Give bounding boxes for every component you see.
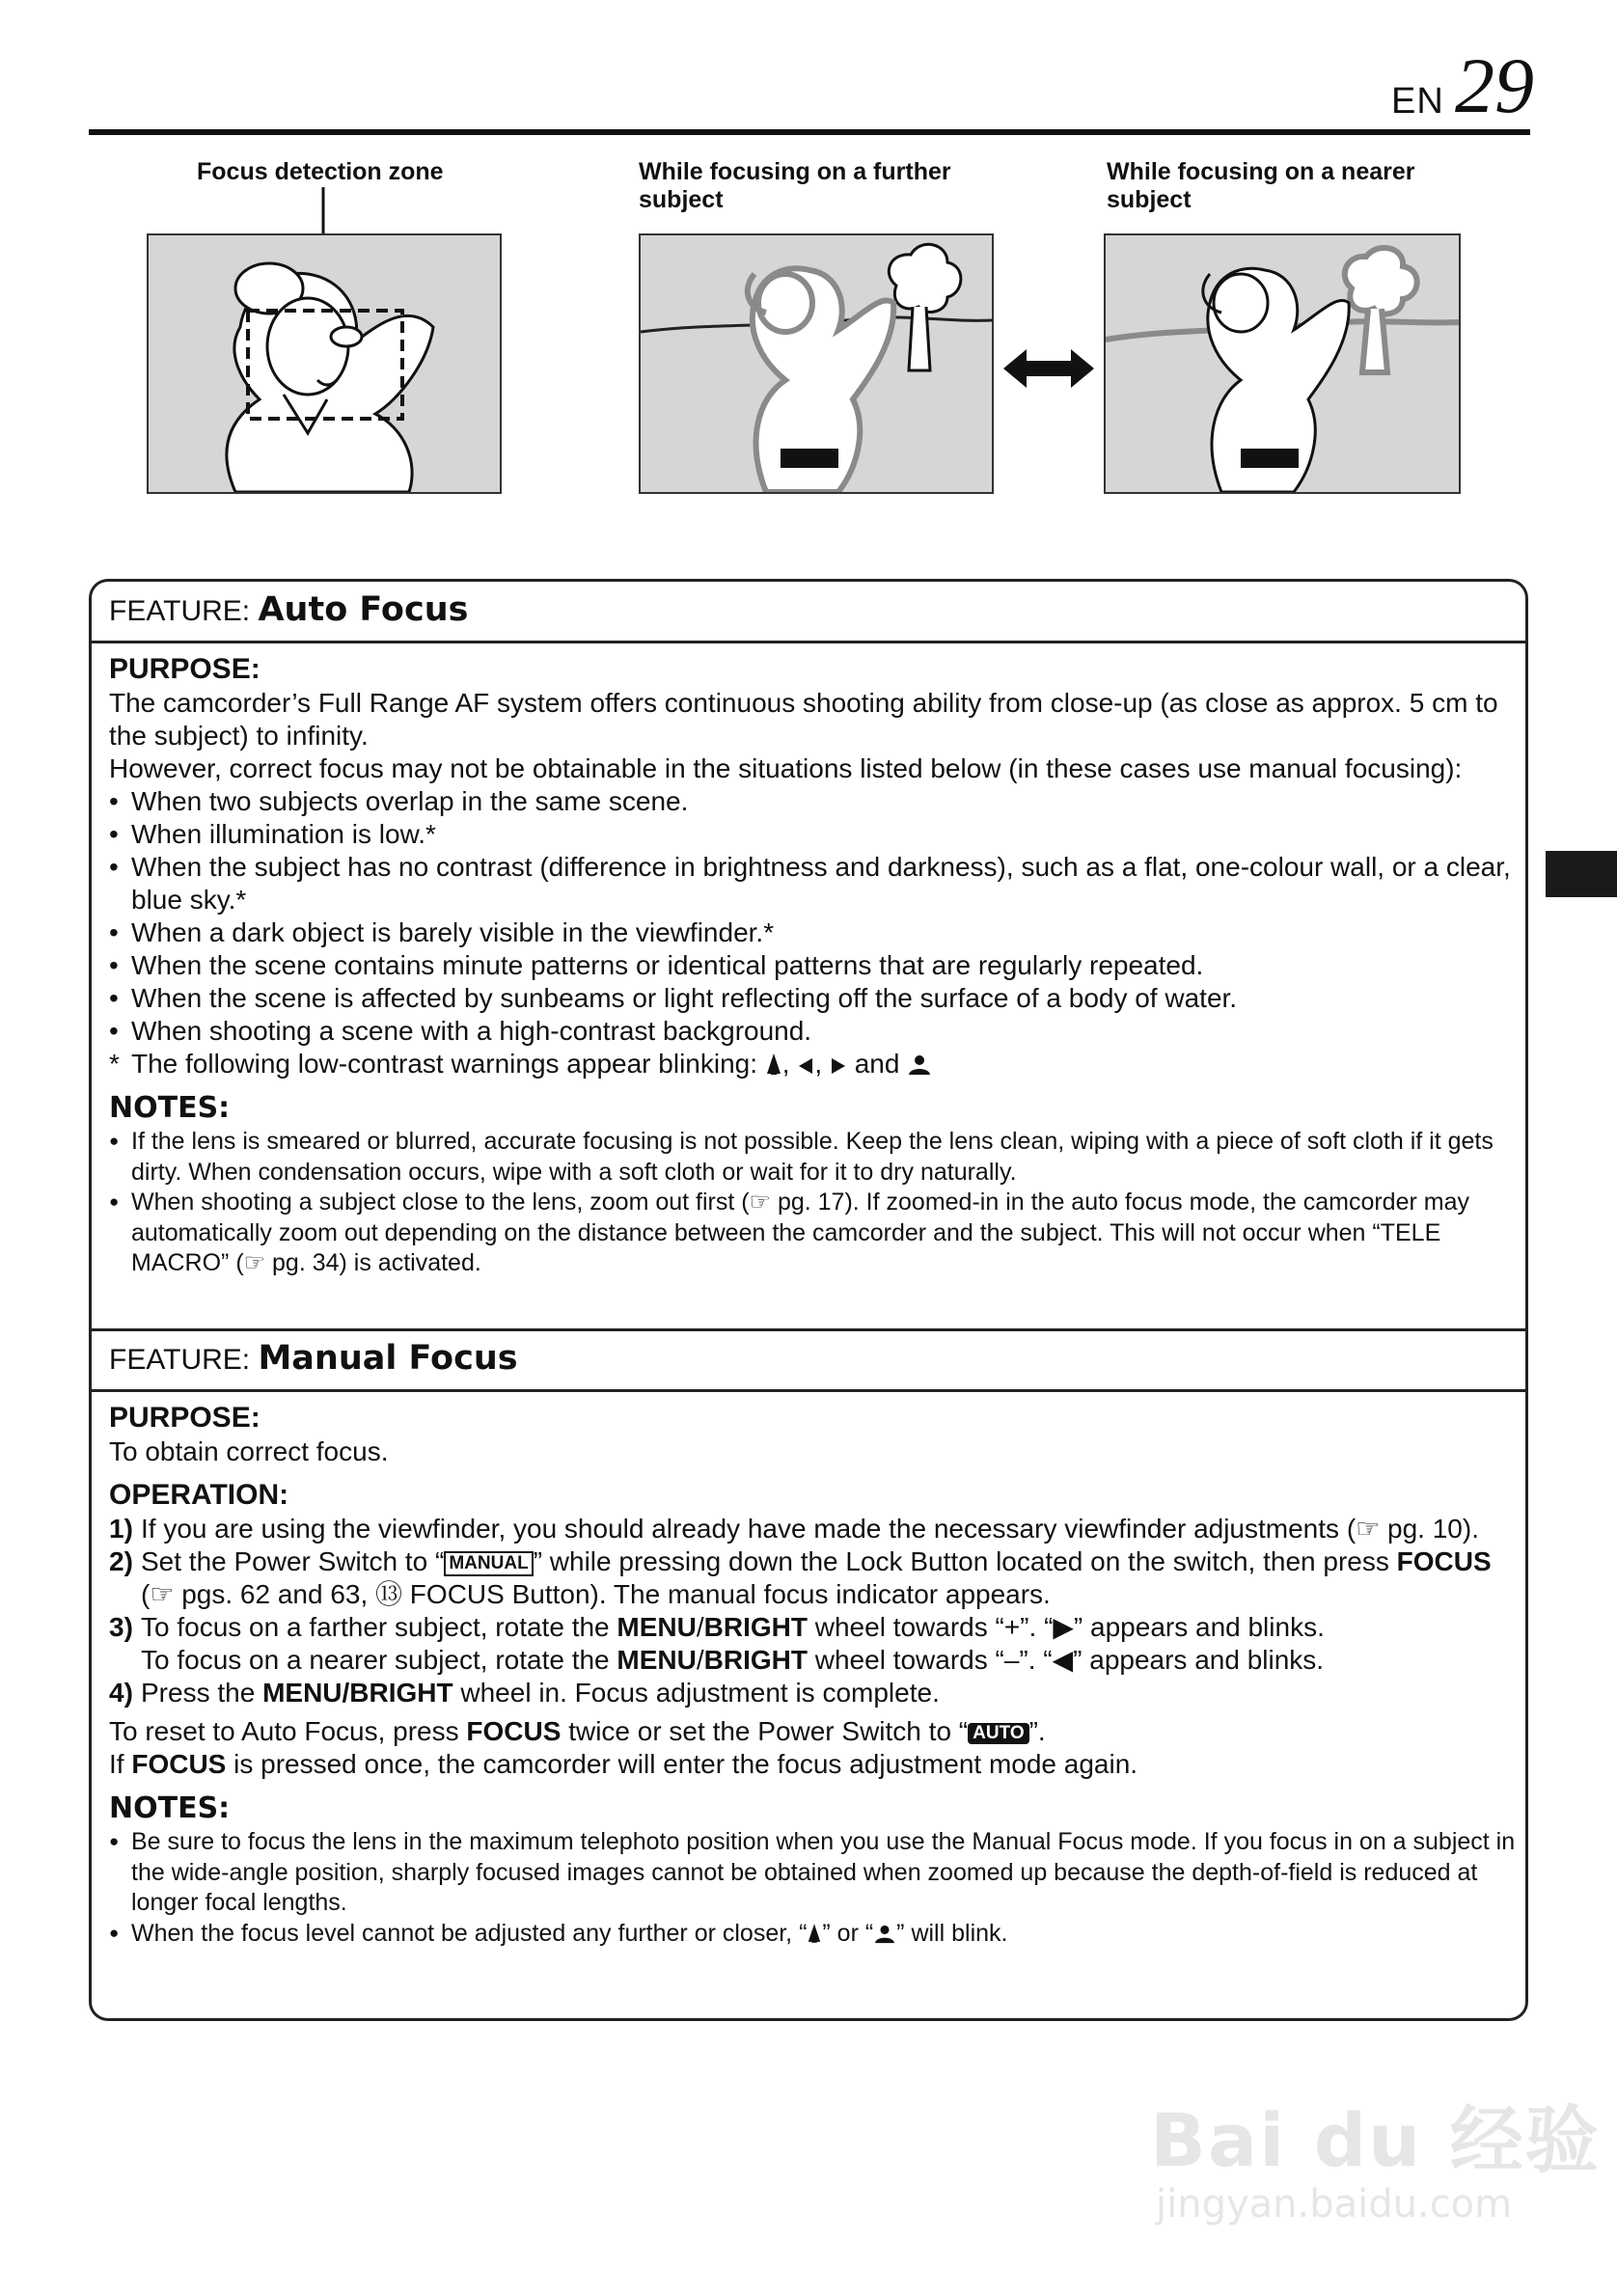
menu-label: MENU <box>617 1645 697 1675</box>
step-text: To focus on a farther subject, rotate the <box>141 1612 610 1642</box>
reset-text-part: To reset to Auto Focus, press <box>109 1716 459 1746</box>
step-number: 2) <box>109 1546 133 1576</box>
step-item <box>109 1611 1521 1677</box>
note-item: ● If the lens is smeared or blurred, accurate focusing is not possible. Keep the lens clean, wiping with a piece of soft cloth if it gets dirty. When condensation occurs, wipe with a soft cloth or wait for it to dry naturally. <box>109 1127 1521 1188</box>
step-text: To focus on a nearer subject, rotate the <box>141 1645 610 1675</box>
watermark-url: jingyan.baidu.com <box>1156 2182 1513 2227</box>
notes-heading: NOTES: <box>109 1791 231 1825</box>
focus-button-label: FOCUS <box>1396 1546 1492 1576</box>
manual-mode-badge: MANUAL <box>444 1551 533 1576</box>
note-item: ● Be sure to focus the lens in the maximum telephoto position when you use the Manual Focus mode. If you focus in on a subject in the wide-angle position, sharply focused images cannot be obtained when zoomed up because the depth-of-field is reduced at longer focal lengths. <box>109 1827 1521 1919</box>
step-text: wheel towards “+”. “▶” appears and blinks. <box>814 1612 1325 1642</box>
if-focus-text <box>109 1748 1521 1781</box>
page-language: EN <box>1391 81 1444 122</box>
auto-focus-content <box>109 646 1521 1279</box>
focus-indicator-icon <box>1241 449 1299 468</box>
note-text-part: When the focus level cannot be adjusted any further or closer, “ <box>131 1919 808 1947</box>
menu-bright-label: MENU/BRIGHT <box>262 1678 453 1708</box>
if-text-part: is pressed once, the camcorder will enter the focus adjustment mode again. <box>233 1749 1138 1779</box>
reset-text-part: ”. <box>1028 1716 1046 1746</box>
and-text: and <box>854 1049 900 1079</box>
tree-illustration <box>889 244 961 370</box>
list-item: • When the subject has no contrast (difference in brightness and darkness), such as a flat, one-colour wall, or a clear, blue sky.* <box>109 851 1521 916</box>
purpose-heading: PURPOSE: <box>109 653 260 685</box>
purpose-text-2: However, correct focus may not be obtainable in the situations listed below (in these cases use manual focusing): <box>109 753 1463 783</box>
step-text: (☞ pgs. 62 and 63, ⑬ FOCUS Button). The manual focus indicator appears. <box>141 1579 1051 1609</box>
footnote-text: The following low-contrast warnings appear blinking: <box>131 1049 758 1079</box>
step-item <box>109 1513 1521 1545</box>
tree-illustration <box>1345 248 1417 372</box>
notes-list <box>109 1827 1521 1949</box>
illustration-nearer-subject <box>1104 233 1461 494</box>
menu-label: MENU <box>617 1612 697 1642</box>
feature-auto-focus-title <box>109 590 468 631</box>
feature-rule <box>92 1389 1525 1392</box>
section-tab <box>1546 851 1617 897</box>
list-item: • When the scene is affected by sunbeams or light reflecting off the surface of a body of water. <box>109 982 1521 1015</box>
feature-label: FEATURE: <box>109 595 251 627</box>
step-number: 3) <box>109 1612 133 1642</box>
separator: , <box>814 1049 823 1079</box>
reset-text <box>109 1715 1521 1748</box>
step-text: Set the Power Switch to “ <box>141 1546 445 1576</box>
note-item <box>109 1919 1521 1950</box>
purpose-text-1: The camcorder’s Full Range AF system offers continuous shooting ability from close-up (as close as approx. 5 cm to the subject) to infinity. <box>109 688 1498 751</box>
near-subject-icon <box>907 1054 932 1076</box>
auto-mode-badge: AUTO <box>968 1723 1028 1744</box>
far-subject-icon <box>765 1052 782 1076</box>
operation-heading: OPERATION: <box>109 1479 289 1511</box>
caption-focus-zone: Focus detection zone <box>197 158 444 185</box>
reset-text-part: twice or set the Power Switch to “ <box>568 1716 969 1746</box>
right-triangle-icon <box>830 1056 847 1076</box>
note-text-part: ” will blink. <box>896 1919 1008 1947</box>
conditions-list <box>109 785 1521 1080</box>
slash: / <box>696 1612 704 1642</box>
double-arrow-icon <box>1003 347 1094 390</box>
focus-button-label: FOCUS <box>131 1749 227 1779</box>
feature-rule <box>92 641 1525 643</box>
page-number: 29 <box>1455 41 1534 129</box>
if-text-part: If <box>109 1749 124 1779</box>
near-subject-icon <box>873 1925 896 1944</box>
note-text-part: ” or “ <box>822 1919 874 1947</box>
slash: / <box>696 1645 704 1675</box>
step-text: wheel towards “–”. “◀” appears and blinks. <box>814 1645 1325 1675</box>
list-item: • When the scene contains minute patterns or identical patterns that are regularly repeated. <box>109 949 1521 982</box>
list-item: • When illumination is low.* <box>109 818 1521 851</box>
caption-further-subject: While focusing on a further subject <box>639 158 951 213</box>
focus-indicator-icon <box>781 449 838 468</box>
list-item: • When shooting a scene with a high-contrast background. <box>109 1015 1521 1048</box>
step-text: wheel in. Focus adjustment is complete. <box>460 1678 940 1708</box>
feature-name: Manual Focus <box>258 1339 518 1378</box>
note-item: ● When shooting a subject close to the lens, zoom out first (☞ pg. 17). If zoomed-in in the auto focus mode, the camcorder may automatically zoom out depending on the distance between the camcorder and the subject. This will not occur when “TELE MACRO” (☞ pg. 34) is activated. <box>109 1188 1521 1279</box>
purpose-heading: PURPOSE: <box>109 1402 260 1434</box>
operation-steps <box>109 1513 1521 1709</box>
step-text: ” while pressing down the Lock Button located on the switch, then press <box>533 1546 1389 1576</box>
notes-heading: NOTES: <box>109 1091 231 1125</box>
header-rule <box>89 129 1530 135</box>
step-text: Press the <box>141 1678 256 1708</box>
footnote <box>109 1048 1521 1080</box>
notes-list <box>109 1127 1521 1279</box>
illustration-further-subject <box>639 233 994 494</box>
far-subject-icon <box>807 1923 822 1944</box>
focus-button-label: FOCUS <box>466 1716 562 1746</box>
bright-label: BRIGHT <box>703 1612 808 1642</box>
purpose-text: To obtain correct focus. <box>109 1436 389 1466</box>
left-triangle-icon <box>797 1056 814 1076</box>
separator: , <box>781 1049 790 1079</box>
step-number: 4) <box>109 1678 133 1708</box>
list-item: • When a dark object is barely visible in the viewfinder.* <box>109 916 1521 949</box>
step-item <box>109 1677 1521 1709</box>
feature-manual-focus-title <box>109 1339 518 1380</box>
illustration-focus-zone <box>147 233 502 494</box>
watermark-logo: Bai du 经验 <box>1150 2097 1601 2183</box>
caption-nearer-subject: While focusing on a nearer subject <box>1107 158 1415 213</box>
step-item <box>109 1545 1521 1611</box>
feature-name: Auto Focus <box>258 590 469 629</box>
step-text: If you are using the viewfinder, you should already have made the necessary viewfinder adjustments (☞ pg. 10). <box>141 1514 1479 1544</box>
feature-label: FEATURE: <box>109 1344 251 1376</box>
manual-focus-content <box>109 1395 1521 1949</box>
list-item: • When two subjects overlap in the same scene. <box>109 785 1521 818</box>
step-number: 1) <box>109 1514 133 1544</box>
bright-label: BRIGHT <box>703 1645 808 1675</box>
